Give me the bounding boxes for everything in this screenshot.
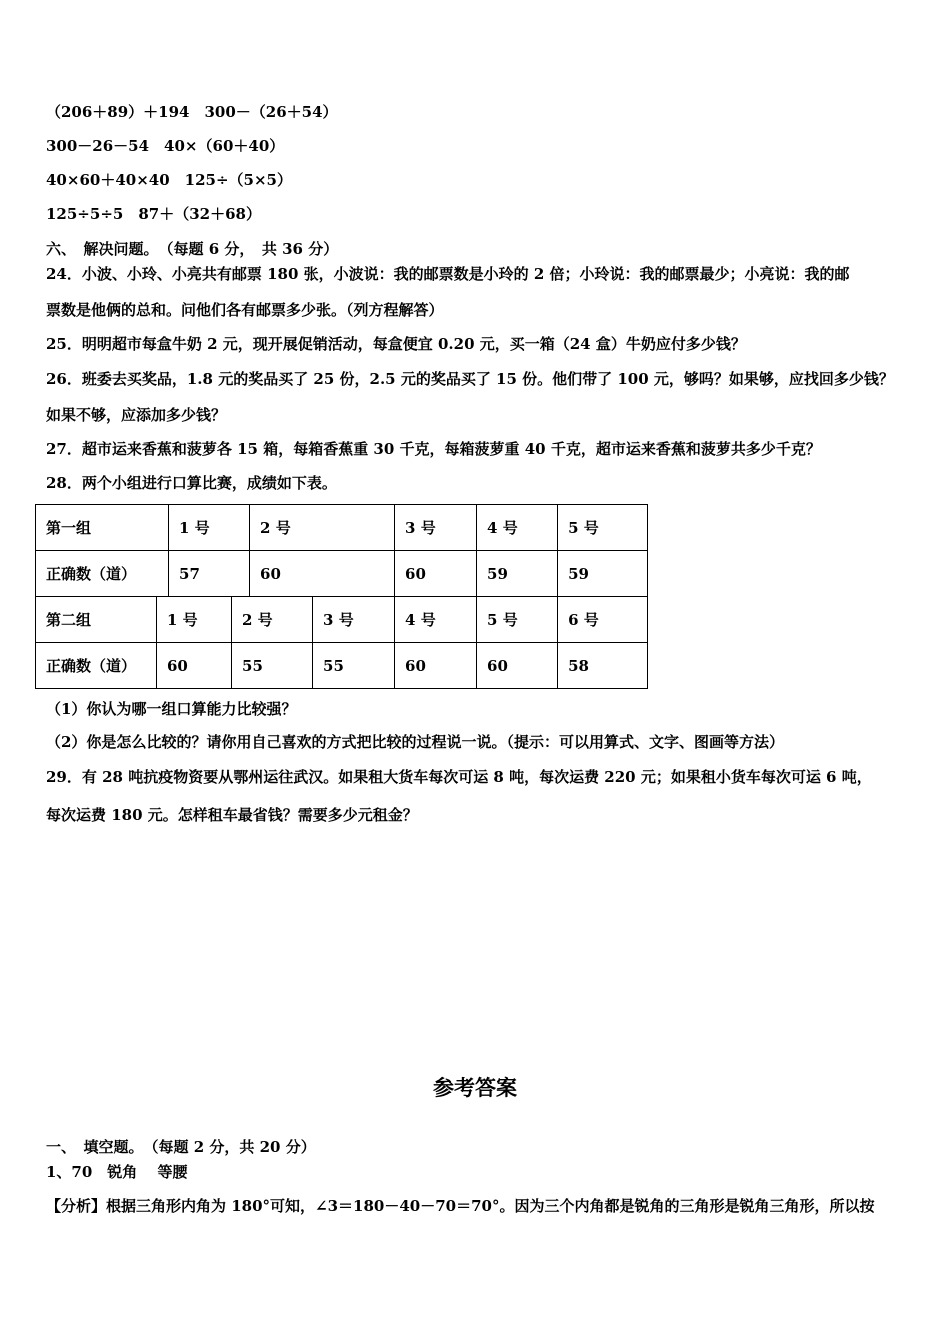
group1-header-row	[36, 505, 648, 551]
score-table	[35, 504, 648, 689]
question-26-line-2: 如果不够，应添加多少钱？	[46, 406, 227, 424]
answer-section-1-header: 一、 填空题。 （每题 2 分，共 20 分）	[46, 1138, 316, 1156]
group2-score-4: 60	[395, 643, 477, 689]
group1-member-1: 1 号	[169, 505, 250, 551]
group1-score-4: 59	[477, 551, 558, 597]
calc-line-4: 125÷5÷5 87＋（32＋68）	[46, 205, 261, 223]
group1-member-5: 5 号	[558, 505, 648, 551]
answer-title: 参考答案	[433, 1076, 517, 1100]
question-29-line-1: 29．有 28 吨抗疫物资要从鄂州运往武汉。如果租大货车每次可运 8 吨，每次运费 220 元；如果租小货车每次可运 6 吨，	[46, 768, 872, 786]
question-29-line-2: 每次运费 180 元。怎样租车最省钱？需要多少元租金？	[46, 806, 418, 824]
question-28-sub-2: （2）你是怎么比较的？请你用自己喜欢的方式把比较的过程说一说。（提示：可以用算式、文字、图画等方法）	[46, 733, 784, 751]
group1-member-3: 3 号	[395, 505, 477, 551]
answer-analysis: 【分析】根据三角形内角为 180°可知，∠3＝180－40－70＝70°。因为三个内角都是锐角的三角形是锐角三角形，所以按	[46, 1197, 875, 1215]
group2-score-row	[36, 643, 648, 689]
question-25: 25．明明超市每盒牛奶 2 元，现开展促销活动，每盒便宜 0.20 元，买一箱（24 盒）牛奶应付多少钱？	[46, 335, 746, 353]
group2-member-3: 3 号	[313, 597, 395, 643]
group2-member-5: 5 号	[477, 597, 558, 643]
question-24-line-1: 24．小波、小玲、小亮共有邮票 180 张，小波说：我的邮票数是小玲的 2 倍；小玲说：我的邮票最少；小亮说：我的邮	[46, 265, 850, 283]
group1-row-label: 正确数（道）	[36, 551, 169, 597]
calc-line-2: 300－26－54 40×（60＋40）	[46, 137, 285, 155]
group2-row-label: 正确数（道）	[36, 643, 157, 689]
group1-score-5: 59	[558, 551, 648, 597]
group2-score-1: 60	[157, 643, 232, 689]
group2-header-row	[36, 597, 648, 643]
group1-score-row	[36, 551, 648, 597]
group1-score-3: 60	[395, 551, 477, 597]
group2-score-2: 55	[232, 643, 313, 689]
group1-label: 第一组	[36, 505, 169, 551]
group2-score-5: 60	[477, 643, 558, 689]
question-27: 27．超市运来香蕉和菠萝各 15 箱，每箱香蕉重 30 千克，每箱菠萝重 40 千克，超市运来香蕉和菠萝共多少千克？	[46, 440, 821, 458]
group2-label: 第二组	[36, 597, 157, 643]
group2-score-6: 58	[558, 643, 648, 689]
question-26-line-1: 26．班委去买奖品，1.8 元的奖品买了 25 份，2.5 元的奖品买了 15 份。他们带了 100 元，够吗？如果够，应找回多少钱？	[46, 370, 894, 388]
group2-member-1: 1 号	[157, 597, 232, 643]
group2-member-4: 4 号	[395, 597, 477, 643]
question-28: 28．两个小组进行口算比赛，成绩如下表。	[46, 474, 337, 492]
group1-member-4: 4 号	[477, 505, 558, 551]
group2-member-2: 2 号	[232, 597, 313, 643]
calc-line-3: 40×60＋40×40 125÷（5×5）	[46, 171, 292, 189]
question-24-line-2: 票数是他俩的总和。问他们各有邮票多少张。（列方程解答）	[46, 301, 444, 319]
group2-member-6: 6 号	[558, 597, 648, 643]
section-6-header: 六、 解决问题。 （每题 6 分， 共 36 分）	[46, 240, 339, 258]
answer-1: 1、70 锐角 等腰	[46, 1163, 188, 1181]
group1-score-1: 57	[169, 551, 250, 597]
group2-score-3: 55	[313, 643, 395, 689]
group1-member-2: 2 号	[250, 505, 395, 551]
group1-score-2: 60	[250, 551, 395, 597]
question-28-sub-1: （1）你认为哪一组口算能力比较强？	[46, 700, 297, 718]
calc-line-1: （206＋89）＋194 300－（26＋54）	[46, 103, 338, 121]
